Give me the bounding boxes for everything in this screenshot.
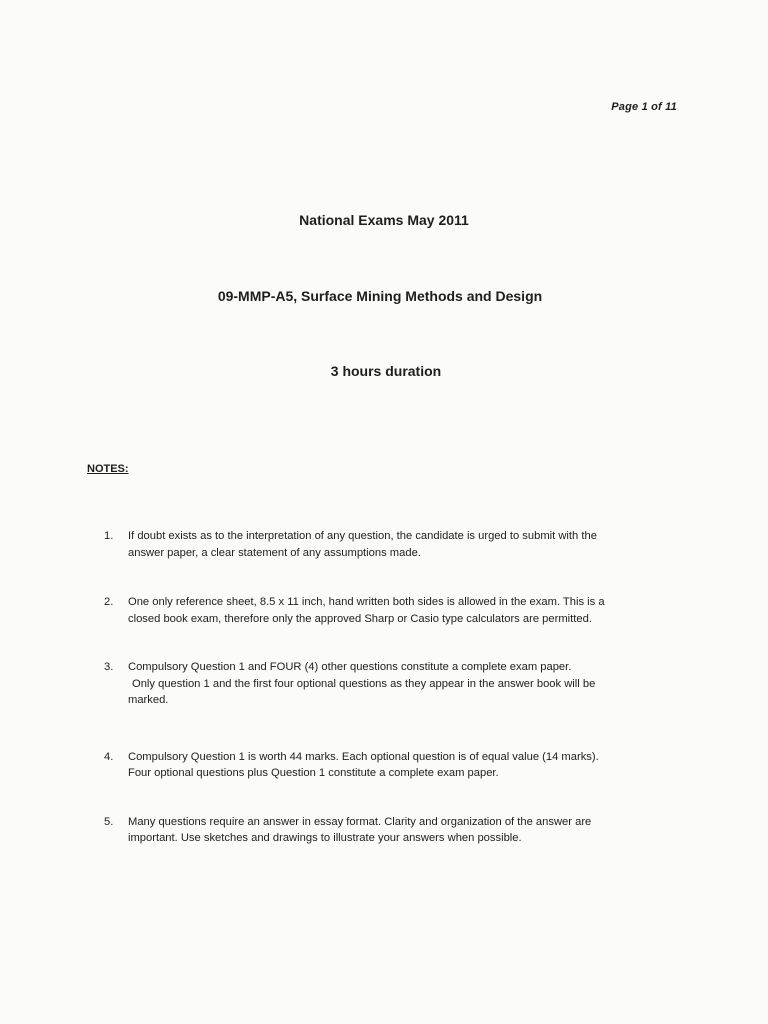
note-item [100, 594, 690, 627]
note-item [100, 814, 690, 847]
course-title: 09-MMP-A5, Surface Mining Methods and Design [217, 288, 543, 304]
notes-heading: NOTES: [87, 463, 129, 475]
note-line: answer paper, a clear statement of any assumptions made. [128, 546, 421, 559]
note-line: Only question 1 and the first four optional questions as they appear in the answer book will be [132, 677, 596, 690]
note-line: Compulsory Question 1 and FOUR (4) other questions constitute a complete exam paper. [128, 661, 572, 673]
note-number: 4. [104, 750, 114, 763]
note-line: Many questions require an answer in essay format. Clarity and organization of the answer are [128, 815, 592, 828]
note-number: 3. [104, 661, 114, 673]
note-number: 5. [104, 815, 114, 828]
note-line: important. Use sketches and drawings to illustrate your answers when possible. [128, 832, 522, 844]
page-number: Page 1 of 11 [611, 101, 677, 113]
notes-list [100, 528, 690, 847]
note-item [100, 528, 690, 561]
note-line: marked. [128, 694, 169, 706]
note-item [100, 749, 690, 782]
note-number: 1. [104, 530, 114, 542]
note-line: One only reference sheet, 8.5 x 11 inch, hand written both sides is allowed in the exam. This is a [128, 596, 605, 608]
note-line: Four optional questions plus Question 1 constitute a complete exam paper. [128, 767, 499, 779]
exam-title: National Exams May 2011 [299, 212, 469, 228]
note-line: Compulsory Question 1 is worth 44 marks. Each optional question is of equal value (14 marks). [128, 750, 599, 763]
note-line: closed book exam, therefore only the approved Sharp or Casio type calculators are permitted. [128, 612, 592, 625]
note-line: If doubt exists as to the interpretation of any question, the candidate is urged to submit with the [128, 530, 597, 542]
duration: 3 hours duration [330, 363, 442, 379]
note-item [100, 659, 690, 709]
note-number: 2. [104, 596, 114, 608]
